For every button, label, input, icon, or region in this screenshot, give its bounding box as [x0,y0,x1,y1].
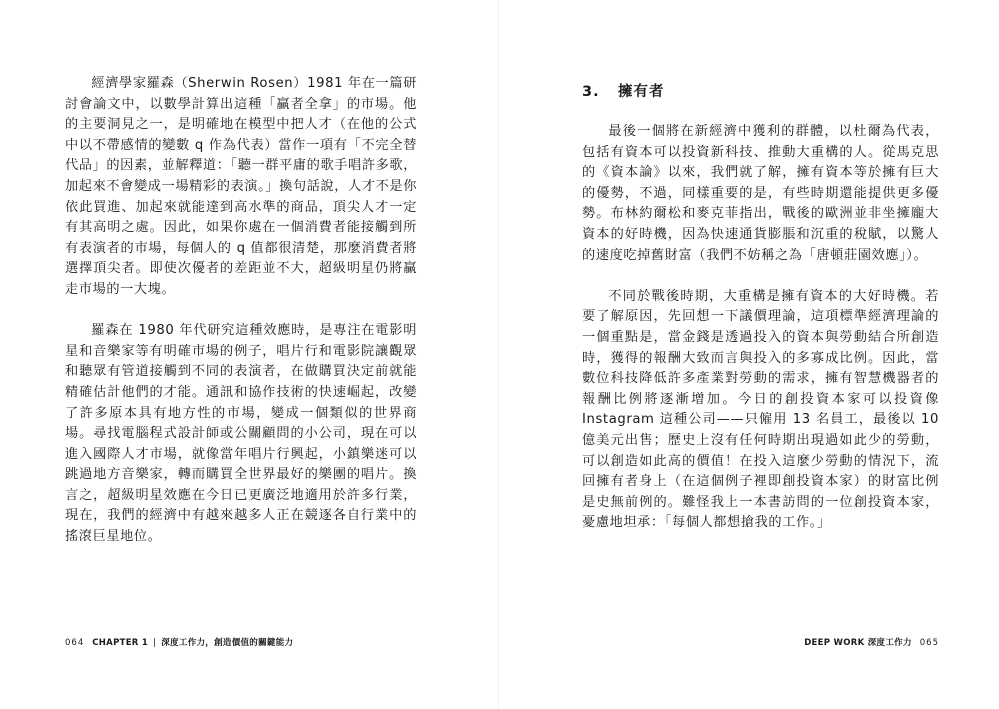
body-paragraph: 經濟學家羅森（Sherwin Rosen）1981 年在一篇研討會論文中，以數學計算出這種「贏者全拿」的市場。他的主要洞見之一，是明確地在模型中把人才（在他的公式中以不帶感情的變數 q 作為代表）當作一項有「不完全替代品」的因素，並解釋道：「聽一群平庸的歌手唱許多歌，加起來不會變成一場精彩的表演。」換句話說，人才不是你依此買進、加起來就能達到高水準的商品，頂尖人才一定有其高明之處。因此，如果你處在一個消費者能接觸到所有表演者的市場，每個人的 q 值都很清楚，那麼消費者將選擇頂尖者。即使次優者的差距並不大，超級明星仍將贏走市場的一大塊。 [65,76,417,297]
body-paragraph: 羅森在 1980 年代研究這種效應時，是專注在電影明星和音樂家等有明確市場的例子，唱片行和電影院讓觀眾和聽眾有管道接觸到不同的表演者，在做購買決定前就能精確估計他們的才能。通訊和協作技術的快速崛起，改變了許多原本具有地方性的市場，變成一個類似的世界商場。尋找電腦程式設計師或公關顧問的小公司，現在可以進入國際人才市場，就像當年唱片行興起，小鎮樂迷可以跳過地方音樂家，轉而購買全世界最好的樂團的唱片。換言之，超級明星效應在今日已更廣泛地適用於許多行業，現在，我們的經濟中有越來越多人正在競逐各自行業中的搖滾巨星地位。 [65,323,417,545]
left-page [0,0,499,709]
section-heading [582,82,939,102]
footer-separator: | [153,638,157,648]
chapter-label: CHAPTER 1 [92,638,149,648]
page-number: 064 [65,638,85,648]
section-number: 3. [582,84,600,100]
left-body [65,74,417,548]
section-title: 擁有者 [618,84,665,100]
body-paragraph: 最後一個將在新經濟中獲利的群體，以杜爾為代表，包括有資本可以投資新科技、推動大重構的人。從馬克思的《資本論》以來，我們就了解，擁有資本等於擁有巨大的優勢，不過，同樣重要的是，有些時期還能提供更多優勢。布林約爾松和麥克菲指出，戰後的歐洲並非坐擁龐大資本的好時機，因為快速通貨膨脹和沉重的稅賦，以驚人的速度吃掉舊財富（我們不妨稱之為「唐頓莊園效應」）。 [582,124,939,263]
right-footer [804,637,939,649]
left-footer [65,637,293,649]
chapter-title: 深度工作力，創造價值的關鍵能力 [161,638,294,648]
right-page [499,0,999,709]
page-number: 065 [919,638,939,648]
body-paragraph: 不同於戰後時期，大重構是擁有資本的大好時機。若要了解原因，先回想一下議價理論，這項標準經濟理論的一個重點是，當金錢是透過投入的資本與勞動結合所創造時，獲得的報酬大致而言與投入的多寡成比例。因此，當數位科技降低許多產業對勞動的需求，擁有智慧機器者的報酬比例將逐漸增加。今日的創投資本家可以投資像 Instagram 這種公司——只僱用 13 名員工，最後以 10 億美元出售；歷史上沒有任何時期出現過如此少的勞動，可以創造如此高的價值！在投入這麼少勞動的情況下，流回擁有者身上（在這個例子裡即創投資本家）的財富比例是史無前例的。難怪我上一本書訪問的一位創投資本家，憂慮地坦承：「每個人都想搶我的工作。」 [582,288,939,531]
right-body [582,82,939,534]
book-title: DEEP WORK 深度工作力 [804,638,912,648]
